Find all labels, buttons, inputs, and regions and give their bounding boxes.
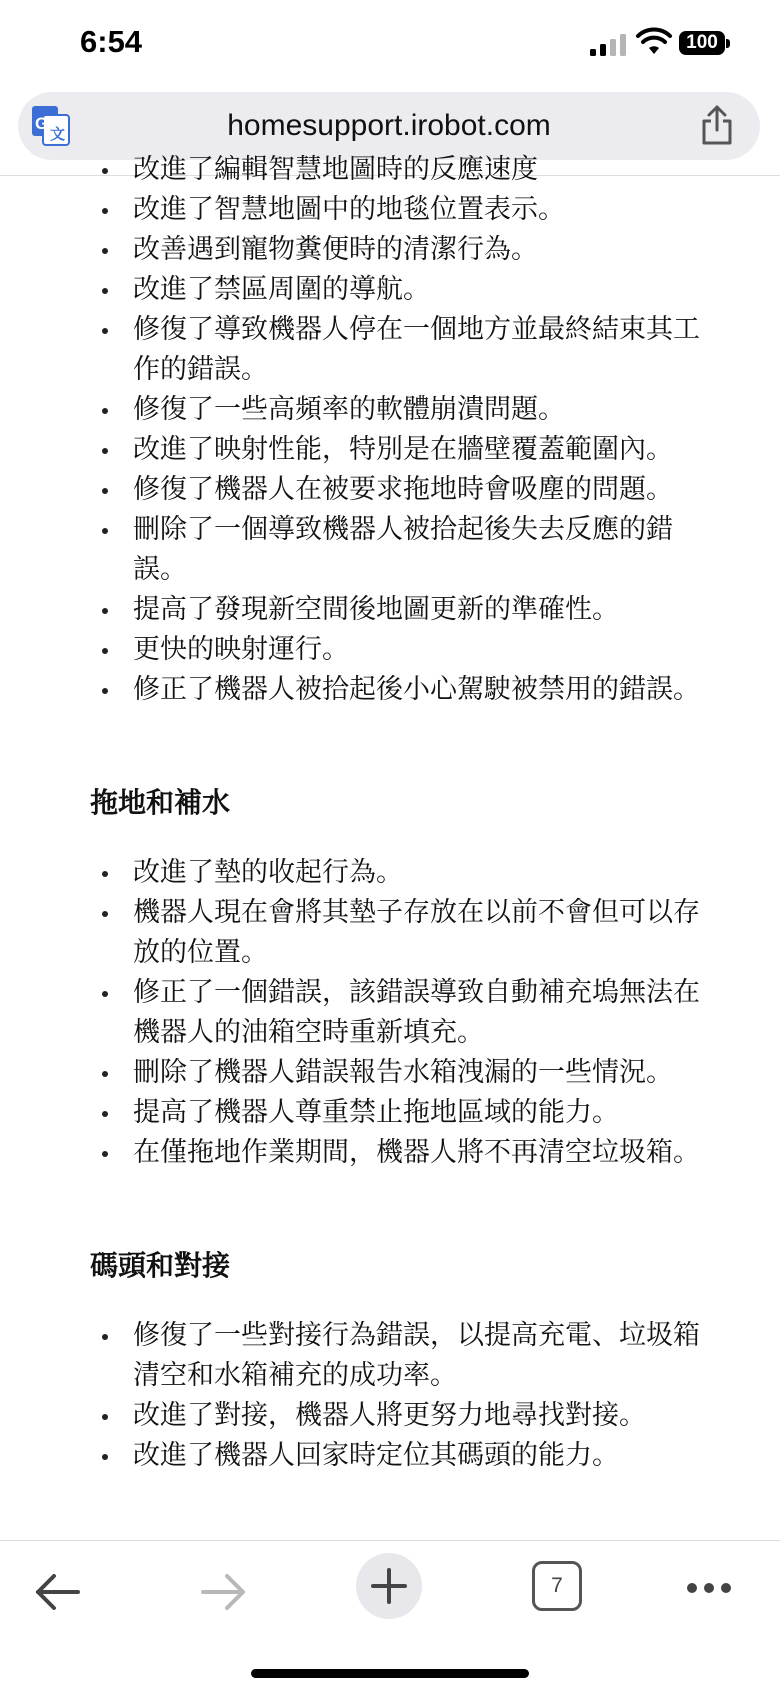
back-arrow-icon[interactable] (32, 1569, 84, 1615)
list-item: 更快的映射運行。 (90, 630, 724, 670)
svg-text:G: G (35, 114, 49, 133)
list-item: 修復了導致機器人停在一個地方並最終結束其工作的錯誤。 (90, 310, 724, 390)
share-icon[interactable] (700, 104, 734, 146)
status-bar (0, 0, 780, 90)
list-item: 改進了映射性能，特別是在牆壁覆蓋範圍內。 (90, 430, 724, 470)
list-item: 改進了禁區周圍的導航。 (90, 270, 724, 310)
battery-icon (679, 31, 731, 57)
list-item: 機器人現在會將其墊子存放在以前不會但可以存放的位置。 (90, 893, 724, 973)
list-item: 改進了智慧地圖中的地毯位置表示。 (90, 190, 724, 230)
bottom-toolbar (0, 1540, 780, 1689)
wifi-icon (637, 30, 671, 56)
battery-level: 100 (679, 31, 725, 55)
list-item: 改進了機器人回家時定位其碼頭的能力。 (90, 1436, 724, 1476)
bullet-list-section-1 (0, 150, 724, 710)
list-item: 修復了一些高頻率的軟體崩潰問題。 (90, 390, 724, 430)
list-item: 刪除了機器人錯誤報告水箱洩漏的一些情況。 (90, 1053, 724, 1093)
new-tab-button[interactable] (356, 1553, 422, 1619)
home-indicator[interactable] (251, 1669, 529, 1678)
list-item: 修正了一個錯誤，該錯誤導致自動補充塢無法在機器人的油箱空時重新填充。 (90, 973, 724, 1053)
tab-switcher-button[interactable]: 7 (532, 1561, 582, 1611)
list-item: 修復了機器人在被要求拖地時會吸塵的問題。 (90, 470, 724, 510)
bullet-list-section-2 (0, 853, 724, 1173)
section-title-docking: 碼頭和對接 (90, 1249, 231, 1282)
list-item: 修復了一些對接行為錯誤，以提高充電、垃圾箱清空和水箱補充的成功率。 (90, 1316, 724, 1396)
more-options-icon[interactable] (686, 1581, 732, 1595)
forward-arrow-icon[interactable] (197, 1569, 249, 1615)
list-item: 刪除了一個導致機器人被拾起後失去反應的錯誤。 (90, 510, 724, 590)
list-item: 改進了編輯智慧地圖時的反應速度 (90, 150, 724, 190)
cellular-signal-icon (590, 34, 626, 56)
list-item: 改善遇到寵物糞便時的清潔行為。 (90, 230, 724, 270)
url-text[interactable]: homesupport.irobot.com (227, 109, 551, 142)
svg-text:文: 文 (50, 126, 66, 143)
list-item: 改進了對接，機器人將更努力地尋找對接。 (90, 1396, 724, 1436)
plus-icon (371, 1568, 407, 1604)
status-time: 6:54 (80, 24, 143, 59)
bullet-list-section-3 (0, 1316, 724, 1476)
page-content[interactable] (0, 154, 780, 1540)
list-item: 改進了墊的收起行為。 (90, 853, 724, 893)
list-item: 提高了發現新空間後地圖更新的準確性。 (90, 590, 724, 630)
section-title-mopping: 拖地和補水 (90, 786, 231, 819)
list-item: 修正了機器人被拾起後小心駕駛被禁用的錯誤。 (90, 670, 724, 710)
list-item: 在僅拖地作業期間，機器人將不再清空垃圾箱。 (90, 1133, 724, 1173)
list-item: 提高了機器人尊重禁止拖地區域的能力。 (90, 1093, 724, 1133)
